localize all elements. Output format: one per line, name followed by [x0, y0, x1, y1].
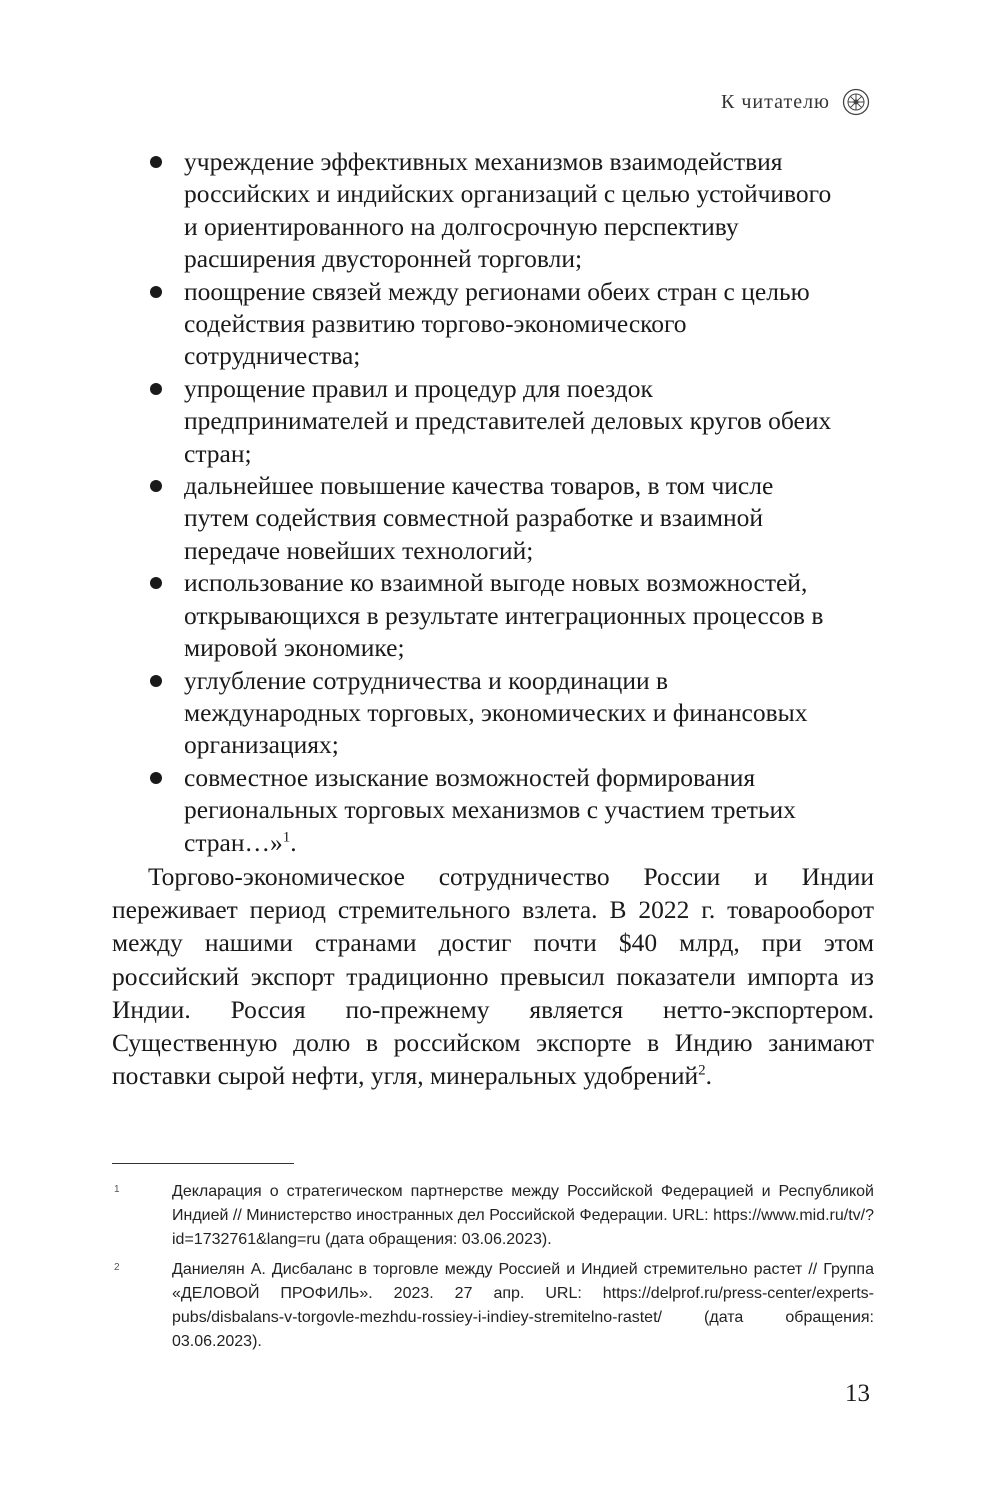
bullet-dot	[150, 772, 162, 784]
bullet-text-main: совместное изыскание возможностей формирования региональных торговых механизмов с участием третьих стран…»	[184, 762, 796, 857]
footnote-2	[112, 1258, 874, 1354]
footnote-number: 2	[114, 1262, 120, 1273]
running-head	[721, 88, 870, 116]
footnote-ref-2[interactable]: 2	[698, 1062, 706, 1079]
page-number: 13	[845, 1380, 870, 1407]
bullet-dot	[150, 383, 162, 395]
bullet-text: учреждение эффективных механизмов взаимодействия российских и индийских организаций с целью устойчивого и ориентированного на долгосрочную перспективу расширения двусторонней торговли;	[184, 147, 832, 274]
bullet-text: углубление сотрудничества и координации в международных торговых, экономических и финансовых организациях;	[184, 665, 808, 760]
bullet-text: дальнейшее повышение качества товаров, в том числе путем содействия совместной разработке и взаимной передаче новейших технологий;	[184, 471, 774, 565]
bullet-text: упрощение правил и процедур для поездок предпринимателей и представителей деловых кругов обеих стран;	[184, 373, 832, 468]
bullet-dot	[150, 577, 162, 589]
bullet-item	[146, 373, 836, 470]
bullet-dot	[150, 675, 162, 687]
bullet-dot	[150, 156, 162, 168]
bullet-text	[184, 762, 836, 859]
bullet-text-tail: .	[290, 827, 297, 857]
footnote-ref-1[interactable]: 1	[282, 829, 291, 846]
footnote-divider	[112, 1163, 294, 1164]
bullet-item	[146, 762, 836, 859]
body-paragraph	[112, 860, 874, 1092]
bullet-item	[146, 146, 836, 276]
bullet-item	[146, 276, 836, 373]
footnote-text: Даниелян А. Дисбаланс в торговле между Россией и Индией стремительно растет // Группа «ДЕЛОВОЙ ПРОФИЛЬ». 2023. 27 апр. URL: https://delprof.ru/press-center/experts-pubs/disbalans-v-torgovle-mezhdu-rossiey-i-indiey-stremitelno-rastet/ (дата обращения: 03.06.2023).	[172, 1261, 874, 1350]
bullet-item	[146, 665, 836, 762]
footnote-number: 1	[114, 1184, 120, 1195]
bullet-dot	[150, 480, 162, 492]
bullet-item	[146, 470, 836, 567]
bullet-text: использование ко взаимной выгоде новых возможностей, открывающихся в результате интеграционных процессов в мировой экономике;	[184, 568, 824, 663]
paragraph-tail: .	[705, 1061, 713, 1091]
running-title: К читателю	[721, 90, 830, 113]
bullet-list	[146, 146, 836, 859]
footnote-text: Декларация о стратегическом партнерстве между Российской Федерацией и Республикой Индией // Министерство иностранных дел Российской Федерации. URL: https://www.mid.ru/tv/?id=1732761&lang=ru (дата обращения: 03.06.2023).	[172, 1183, 874, 1248]
paragraph-text: Торгово-экономическое сотрудничество России и Индии переживает период стремительного взлета. В 2022 г. товарооборот между нашими странами достиг почти $40 млрд, при этом российский экспорт традиционно превысил показатели импорта из Индии. Россия по-прежнему является нетто-экспортером. Существенную долю в российском экспорте в Индию занимают поставки сырой нефти, угля, минеральных удобрений	[112, 862, 874, 1091]
footnote-1	[112, 1180, 874, 1252]
footnotes	[112, 1180, 874, 1360]
bullet-text: поощрение связей между регионами обеих стран с целью содействия развитию торгово-экономического сотрудничества;	[184, 276, 810, 371]
rosette-icon	[842, 88, 870, 116]
bullet-item	[146, 567, 836, 664]
bullet-dot	[150, 286, 162, 298]
